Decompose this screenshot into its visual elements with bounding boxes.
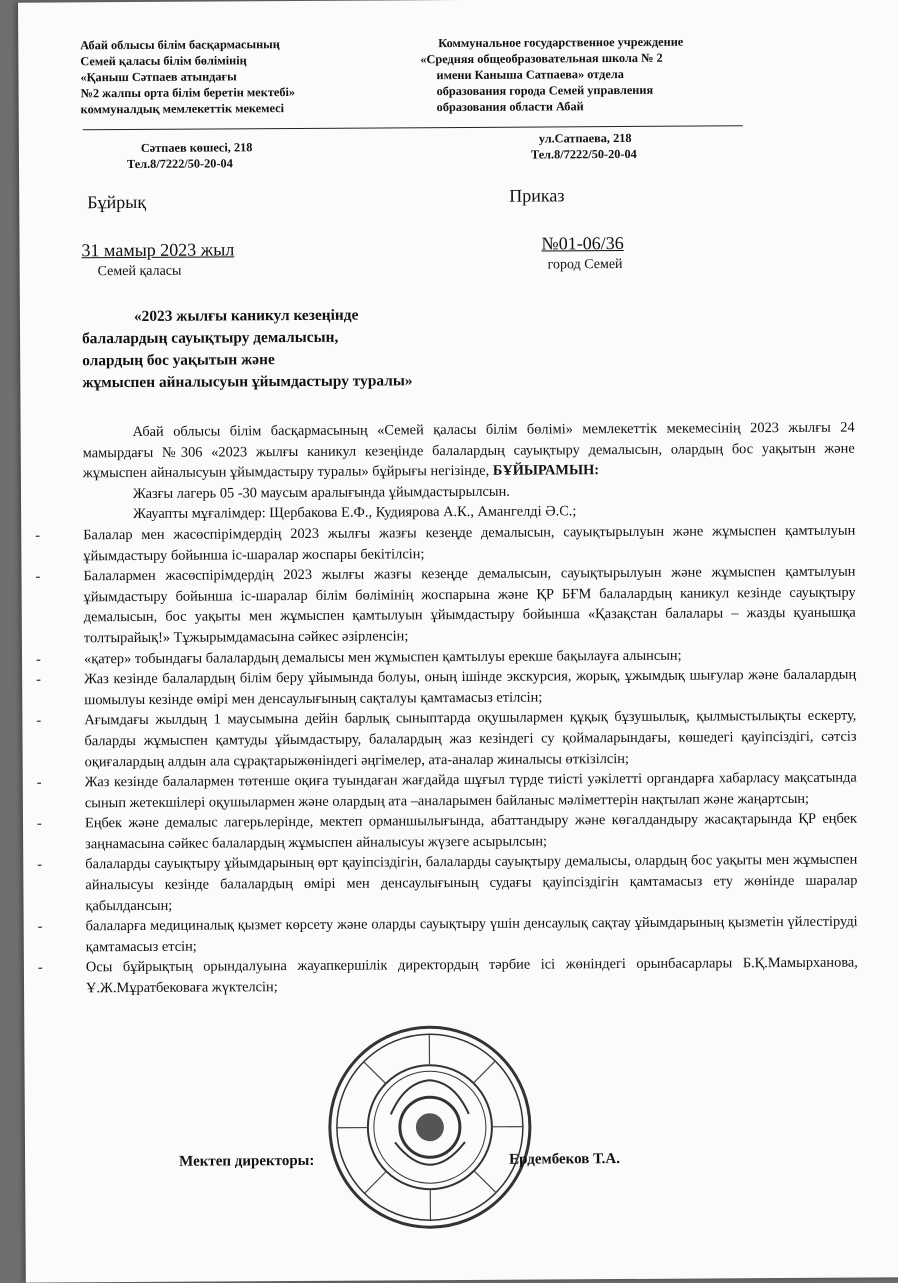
address-kz-street: Сәтпаев көшесі, 218 — [127, 139, 253, 156]
address-ru-phone: Тел.8/7222/50-20-04 — [531, 146, 637, 163]
camp-paragraph: Жазғы лагерь 05 -30 маусым аралығында ұйымдастырылсын. — [83, 479, 855, 504]
list-item-text: Жаз кезінде балалармен төтенше оқиға туындаған жағдайда шұғыл түрде тиісті уәкілетті органдарға хабарласу мақсатында сынып жетекшілері оқушылармен және олардың ата –аналарымен байланыс мәліметтерін нақтылап және жаңартсын; — [85, 768, 857, 814]
address-ru — [531, 130, 637, 163]
intro-paragraph — [83, 418, 855, 484]
list-dash: - — [37, 814, 42, 835]
list-item — [83, 562, 855, 649]
header-ru-line: «Средняя общеобразовательная школа № 2 — [420, 49, 740, 67]
list-item-text: Жаз кезінде балалардың білім беру ұйымында болуы, оның ішінде экскурсия, жорық, ұжымдық шығулар және балалардың шомылуы кезінде өмірі мен денсаулығының сақталуы қамтамасыз етілсін; — [84, 665, 856, 711]
list-dash: - — [36, 670, 41, 691]
list-dash: - — [37, 773, 42, 794]
doc-title-line: балалардың сауықтыру демалысын, — [82, 326, 412, 350]
list-dash: - — [38, 917, 43, 938]
address-kz-phone: Тел.8/7222/50-20-04 — [127, 155, 253, 172]
list-item — [84, 706, 856, 772]
doc-type-ru: Приказ — [509, 185, 564, 206]
header-ru-line: Коммунальное государственное учреждение — [420, 33, 740, 51]
header-kz-line: Абай облысы білім басқармасының — [80, 35, 410, 53]
intro-text: Абай облысы білім басқармасының «Семей қаласы білім бөлімі» мемлекеттік мекемесінің 2023 жылғы 24 мамырдағы №306 «2023 жылғы каникул кезеңінде балалардың сауықтыру демалысын, олардың бос уақытын және жұмыспен айналысуын ұйымдастыру туралы» бұйрығы негізінде, — [83, 420, 855, 482]
doc-city-kz: Семей қаласы — [98, 264, 182, 281]
signature-label: Мектеп директоры: — [179, 1153, 314, 1171]
list-item-text: балаларды сауықтыру ұйымдарының өрт қауіпсіздігін, балаларды сауықтыру демалысы, олардың бос уақыты мен жұмыспен айналысуы кезінде балалардың өмірі мен денсаулығының судағы қауіпсіздігін қамтамасыз ету жөнінде шаралар қабылдансын; — [85, 850, 857, 916]
header-kz-line: коммуналдық мемлекеттік мекемесі — [81, 99, 411, 117]
intro-order-word: БҰЙЫРАМЫН: — [493, 462, 599, 479]
address-kz — [127, 139, 253, 172]
list-item — [86, 912, 858, 958]
list-item-text: Балалар мен жасөспірімдердің 2023 жылғы жазғы кезеңде демалысын, сауықтырылуын және жұмыспен қамтылуын ұйымдастыру бойынша іс-шаралар жоспары бекітілсін; — [83, 521, 855, 567]
list-item-text: Еңбек және демалыс лагерьлерінде, мектеп орманшылығында, абаттандыру және көгалдандыру жасақтарында ҚР еңбек заңнамасына сәйкес балалардың жұмыспен айналысуы жүзеге асырылсын; — [85, 809, 857, 855]
list-item — [85, 850, 857, 916]
doc-date: 31 мамыр 2023 жыл — [81, 239, 234, 261]
list-item — [85, 809, 857, 855]
header-kz-line: Семей қаласы білім бөлімінің — [80, 51, 410, 69]
doc-body — [83, 418, 859, 999]
list-dash: - — [35, 567, 40, 588]
doc-title-line: олардың бос уақытын және — [82, 348, 412, 372]
list-item — [86, 953, 858, 999]
list-item — [85, 768, 857, 814]
header-ru-line: образования области Абай — [421, 97, 741, 115]
list-dash: - — [35, 526, 40, 547]
address-ru-street: ул.Сатпаева, 218 — [531, 130, 637, 147]
list-item-text: Ағымдағы жылдың 1 маусымына дейін барлық сыныптарда оқушылармен құқық бұзушылық, қылмыстылықты ескерту, баларды жұмыспен қамтуды ұйымдастыру, балалардың жаз кезіндегі су қоймаларындағы, көшедегі қауіпсіздігі, сәтсіз оқиғалардың алдын ала сұрақтарыжөніндегі әңгімелер, ата-аналар жиналысы өткізілсін; — [84, 706, 856, 772]
doc-title-line: жұмыспен айналысуын ұйымдастыру туралы» — [82, 370, 412, 394]
header-kz-line: «Қаныш Сәтпаев атындағы — [80, 67, 410, 85]
doc-city-ru: город Семей — [548, 257, 623, 273]
list-item-text: «қатер» тобындағы балалардың демалысы мен жұмыспен қамтылуы ерекше бақылауға алынсын; — [84, 644, 856, 669]
list-dash: - — [36, 711, 41, 732]
header-kz — [80, 35, 410, 117]
list-dash: - — [36, 649, 41, 670]
list-item — [83, 521, 855, 567]
header-ru-line: имени Каныша Сатпаева» отдела — [420, 65, 740, 83]
header-kz-line: №2 жалпы орта білім беретін мектебі» — [81, 83, 411, 101]
list-dash: - — [38, 958, 43, 979]
list-dash: - — [37, 855, 42, 876]
document-page — [18, 0, 898, 1283]
doc-number: №01-06/36 — [541, 233, 623, 255]
responsible-paragraph: Жауапты мұғалімдер: Щербакова Е.Ф., Кудиярова А.К., Амангелді Ә.С.; — [83, 500, 855, 525]
header-divider — [83, 125, 743, 130]
doc-type-kz: Бұйрық — [87, 192, 146, 213]
header-ru — [420, 33, 740, 115]
list-item — [84, 665, 856, 711]
doc-title — [82, 304, 413, 394]
doc-title-line: «2023 жылғы каникул кезеңінде — [82, 304, 412, 328]
list-item-text: балаларға медициналық қызмет көрсету және оларды сауықтыру үшін денсаулық сақтау ұйымдарының қызметін үйлестіруді қамтамасыз етсін; — [86, 912, 858, 958]
list-item-text: Балалармен жасөспірімдердің 2023 жылғы жазғы кезеңде демалысын, сауықтырылуын және жұмыспен қамтылуын ұйымдастыру бойынша іс-шаралар білім бөлімінің жоспарына және ҚР БҒМ балалардың каникул кезінде сауықтыру демалысын, бос уақыты мен жұмыспен қамтылуын ұйымдастыру бойынша «Қазақстан балалары – жазды қуанышқа толтырайық!» Тұжырымдамасына сәйкес әзірленсін; — [83, 562, 855, 649]
signature-name: Ердембеков Т.А. — [509, 1151, 620, 1169]
header-ru-line: образования города Семей управления — [421, 81, 741, 99]
list-item-text: Осы бұйрықтың орындалуына жауапкершілік директордың тәрбие ісі жөніндегі орынбасарлары Б.Қ.Мамырханова, Ұ.Ж.Мұратбековаға жүктелсін; — [86, 953, 858, 999]
official-seal-icon — [324, 1022, 535, 1233]
